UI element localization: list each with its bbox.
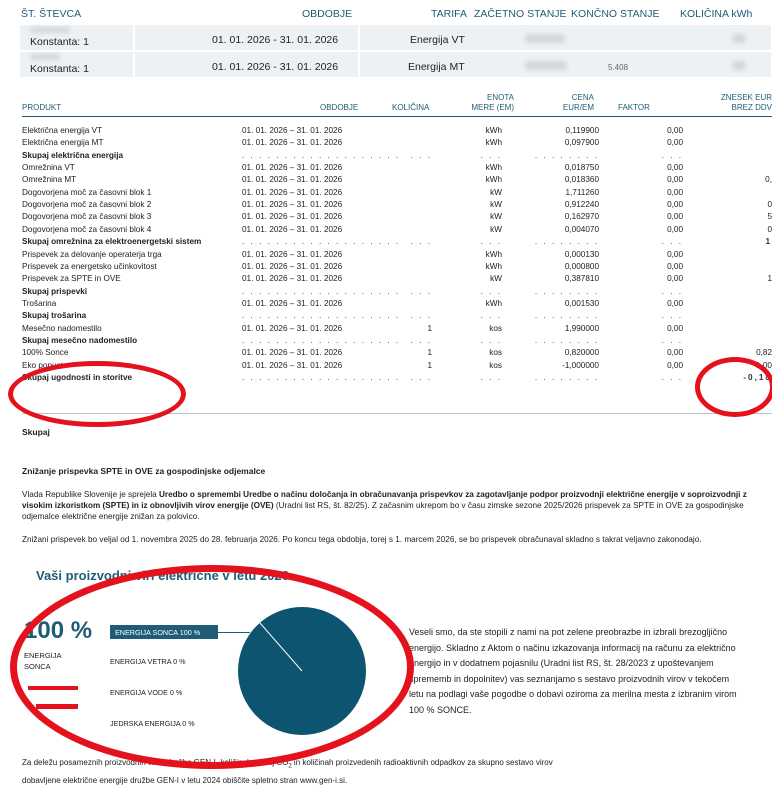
cell-enota: kos	[489, 323, 502, 333]
cell-cena: 0,097900	[564, 138, 599, 148]
cell-obdobje: 01. 01. 2026 – 31. 01. 2026	[242, 126, 343, 135]
cell-obdobje: 01. 01. 2026 – 31. 01. 2026	[242, 261, 343, 271]
cell-enota: kWh	[485, 175, 502, 185]
cell-cena: 0,000130	[564, 249, 599, 259]
cell-enota: kW	[490, 212, 502, 222]
legend-vode: ENERGIJA VODE 0 %	[110, 688, 183, 697]
col-faktor: FAKTOR	[618, 103, 650, 112]
cell-name: Eko popust	[22, 360, 63, 370]
table-row	[22, 249, 752, 261]
cell-obdobje: . . . . . . . . . . . . . . . . . . .	[242, 150, 401, 160]
cell-faktor: 0,00	[667, 126, 683, 135]
col-cena: CENA EUR/EM	[562, 93, 594, 112]
legend-vetra: ENERGIJA VETRA 0 %	[110, 657, 186, 666]
cell-enota: kos	[489, 348, 502, 358]
cell-enota: . . .	[480, 335, 502, 345]
cell-cena: 0,387810	[564, 274, 599, 284]
cell-cena: 0,119900	[565, 126, 599, 135]
cell-obdobje: 01. 01. 2026 – 31. 01. 2026	[242, 200, 343, 210]
cell-obdobje: 01. 01. 2026 – 31. 01. 2026	[242, 187, 343, 197]
cell-enota: . . .	[480, 373, 502, 382]
cell-faktor: 0,00	[667, 249, 683, 259]
cell-cena: 0,162970	[564, 212, 599, 222]
meter-obdobje: 01. 01. 2026 - 31. 01. 2026	[212, 34, 339, 46]
meter-koncno-stanje: 5.408	[608, 63, 629, 72]
cell-kol: . . .	[410, 286, 432, 296]
meter-header-koncno: KONČNO STANJE	[571, 8, 660, 20]
table-row	[22, 137, 752, 149]
meter-obdobje: 01. 01. 2026 - 31. 01. 2026	[212, 61, 339, 73]
cell-enota: kWh	[485, 298, 502, 308]
cell-enota: kWh	[485, 138, 502, 148]
cell-obdobje: 01. 01. 2026 – 31. 01. 2026	[242, 298, 343, 308]
cell-cena: . . . . . . . .	[534, 286, 599, 296]
cell-name: Omrežnina VT	[22, 163, 75, 173]
cell-name: Dogovorjena moč za časovni blok 2	[22, 200, 152, 210]
table-row	[22, 211, 772, 223]
cell-enota: kWh	[485, 249, 502, 259]
cell-name: Prispevek za delovanje operaterja trga	[22, 249, 162, 259]
cell-name: Prispevek za SPTE in OVE	[22, 274, 121, 284]
table-row	[22, 273, 772, 285]
cell-kol: . . .	[410, 237, 432, 247]
cell-enota: . . .	[480, 311, 502, 321]
sources-title: Vaši proizvodni viri električne v letu 2026	[36, 568, 289, 583]
meter-header-tarifa: TARIFA	[431, 8, 467, 20]
cell-name: Prispevek za energetsko učinkovitost	[22, 261, 157, 271]
notes-title: Znižanje prispevka SPTE in OVE za gospodinjske odjemalce	[22, 466, 266, 476]
cell-cena: 0,004070	[564, 224, 599, 234]
table-row	[22, 125, 752, 137]
cell-faktor: . . .	[661, 150, 683, 160]
cell-obdobje: 01. 01. 2026 – 31. 01. 2026	[242, 348, 343, 358]
cell-faktor: . . .	[661, 335, 683, 345]
cell-enota: kW	[490, 200, 502, 210]
cell-faktor: 0,00	[667, 163, 683, 173]
sun-percent-label: ENERGIJA SONCA	[24, 651, 62, 671]
cell-faktor: . . .	[661, 237, 683, 247]
cell-faktor: 0,00	[667, 323, 683, 333]
col-produkt: PRODUKT	[22, 103, 62, 112]
cell-name: Skupaj omrežnina za elektroenergetski sistem	[22, 237, 202, 247]
cell-cena: 1,711260	[565, 187, 599, 197]
cell-faktor: 0,00	[667, 360, 683, 370]
cell-faktor: 0,00	[667, 212, 683, 222]
cell-cena: 0,820000	[564, 348, 599, 358]
cell-name: Skupaj prispevki	[22, 286, 88, 296]
col-kolicina: KOLIČINA	[392, 103, 430, 112]
cell-enota: . . .	[480, 237, 502, 247]
cell-name: Dogovorjena moč za časovni blok 4	[22, 224, 152, 234]
cell-faktor: . . .	[661, 311, 683, 321]
red-highlight-amounts	[695, 357, 772, 417]
table-row	[22, 187, 752, 199]
table-row	[22, 150, 752, 162]
cell-name: Trošarina	[22, 298, 57, 308]
cell-enota: kWh	[485, 261, 502, 271]
cell-name: Omrežnina MT	[22, 175, 77, 185]
meter-tarifa: Energija MT	[408, 61, 465, 73]
cell-znesek: 1	[765, 237, 772, 247]
cell-cena: 0,001530	[564, 298, 599, 308]
table-row	[22, 236, 772, 248]
cell-znesek: -0,18	[743, 373, 772, 382]
cell-cena: 0,018360	[564, 175, 599, 185]
cell-obdobje: 01. 01. 2026 – 31. 01. 2026	[242, 212, 343, 222]
cell-cena: 1,990000	[564, 323, 599, 333]
meter-header-st-stevca: ŠT. ŠTEVCA	[21, 8, 82, 20]
cell-obdobje: . . . . . . . . . . . . . . . . . . .	[242, 286, 401, 296]
cell-kol: 1	[427, 348, 432, 358]
cell-obdobje: 01. 01. 2026 – 31. 01. 2026	[242, 224, 343, 234]
cell-obdobje: . . . . . . . . . . . . . . . . . . .	[242, 311, 401, 321]
table-row	[22, 286, 752, 298]
meter-row	[20, 25, 771, 50]
cell-name: Mesečno nadomestilo	[22, 323, 102, 333]
cell-kol: . . .	[410, 150, 432, 160]
cell-faktor: 0,00	[667, 200, 683, 210]
cell-enota: kos	[489, 360, 502, 370]
cell-obdobje: 01. 01. 2026 – 31. 01. 2026	[242, 274, 343, 284]
table-row	[22, 298, 752, 310]
cell-cena: . . . . . . . .	[534, 311, 599, 321]
cell-znesek: -1,00	[753, 360, 772, 370]
cell-faktor: 0,00	[667, 348, 683, 358]
table-row	[22, 162, 752, 174]
cell-cena: . . . . . . . .	[534, 373, 599, 382]
col-obdobje: OBDOBJE	[320, 103, 359, 112]
table-row	[22, 174, 772, 186]
cell-znesek: 0,82	[756, 348, 772, 358]
meter-tarifa: Energija VT	[410, 34, 465, 46]
cell-obdobje: . . . . . . . . . . . . . . . . . . .	[242, 373, 401, 382]
cell-name: Dogovorjena moč za časovni blok 3	[22, 212, 152, 222]
cell-obdobje: 01. 01. 2026 – 31. 01. 2026	[242, 138, 343, 148]
cell-znesek: 1	[767, 274, 772, 284]
cell-faktor: . . .	[661, 286, 683, 296]
cell-znesek: 0	[767, 200, 772, 210]
cell-znesek: 5	[767, 212, 772, 222]
cell-kol: . . .	[410, 373, 432, 382]
total-label: Skupaj	[22, 427, 50, 437]
table-row	[22, 347, 772, 359]
cell-obdobje: . . . . . . . . . . . . . . . . . . .	[242, 237, 401, 247]
cell-faktor: 0,00	[667, 175, 683, 185]
cell-name: Dogovorjena moč za časovni blok 1	[22, 187, 152, 197]
red-highlight-benefits	[8, 361, 186, 427]
meter-header-obdobje: OBDOBJE	[302, 8, 353, 20]
cell-obdobje: 01. 01. 2026 – 31. 01. 2026	[242, 323, 343, 333]
meter-konstanta: Konstanta: 1	[30, 36, 89, 48]
cell-name: Električna energija MT	[22, 138, 104, 148]
cell-faktor: 0,00	[667, 261, 683, 271]
cell-enota: kWh	[485, 126, 502, 135]
cell-obdobje: 01. 01. 2026 – 31. 01. 2026	[242, 175, 343, 185]
cell-faktor: 0,00	[667, 298, 683, 308]
cell-cena: -1,000000	[562, 360, 599, 370]
table-row	[22, 335, 752, 347]
cell-znesek: 0	[767, 224, 772, 234]
cell-cena: 0,000800	[564, 261, 599, 271]
notes-paragraph-1: Vlada Republike Slovenije je sprejela Uredbo o spremembi Uredbe o načinu določanja in obračunavanja prispevkov za zagotavljanje podpor proizvodnji električne energije v soproizvodnji z visokim izkoristkom (SPTE) in iz obnovljivih virov energije (OVE) (Uradni list RS, št. 82/25). Z začasnim ukrepom bo v času zimske sezone 2025/2026 prispevek za SPTE in OVE za gospodinjske odjemalce električne energije znižan za polovico.	[22, 490, 747, 521]
red-highlight-sources	[10, 565, 414, 769]
sources-description: Veseli smo, da ste stopili z nami na pot zelene preobrazbe in izbrali brezogljično energijo. Skladno z Aktom o načinu izkazovanja informacij na računu za električno energijo in v dodatnem pojasnilu (Uradni list RS, št. 28/2023 z upoštevanjem sprememb in dopolnitev) vas seznanjamo s sestavo proizvodnih virov v tekočem letu na podlagi vaše pogodbe o dobavi oziroma za merilna mesta z izbranim virom 100 % SONCE.	[409, 627, 737, 715]
meter-row	[20, 52, 771, 77]
cell-cena: . . . . . . . .	[534, 335, 599, 345]
cell-obdobje: 01. 01. 2026 – 31. 01. 2026	[242, 163, 343, 173]
cell-kol: . . .	[410, 311, 432, 321]
cell-name: Električna energija VT	[22, 126, 103, 135]
cell-enota: . . .	[480, 150, 502, 160]
cell-faktor: 0,00	[667, 187, 683, 197]
col-znesek: ZNESEK EUR BREZ DDV	[720, 93, 772, 112]
table-row	[22, 224, 772, 236]
cell-znesek: 0,	[765, 175, 772, 185]
col-enota: ENOTA MERE (EM)	[471, 93, 514, 112]
meter-header-kolicina: KOLIČINA kWh	[680, 8, 753, 20]
cell-faktor: 0,00	[667, 224, 683, 234]
cell-obdobje: . . . . . . . . . . . . . . . . . . .	[242, 335, 401, 345]
sun-percent: 100 %	[24, 617, 93, 644]
meter-konstanta: Konstanta: 1	[30, 63, 89, 75]
cell-obdobje: 01. 01. 2026 – 31. 01. 2026	[242, 249, 343, 259]
cell-kol: 1	[427, 360, 432, 370]
notes-paragraph-2: Znižani prispevek bo veljal od 1. novembra 2025 do 28. februarja 2026. Po koncu tega obdobja, torej s 1. marcem 2026, se bo prispevek obračunaval skladno s takrat veljavno zakonodajo.	[22, 535, 702, 544]
table-row	[22, 323, 752, 335]
cell-cena: 0,018750	[564, 163, 599, 173]
cell-faktor: 0,00	[667, 138, 683, 148]
cell-enota: kW	[490, 274, 502, 284]
table-row	[22, 310, 752, 322]
cell-enota: kW	[490, 187, 502, 197]
table-row	[22, 199, 772, 211]
legend-sonca: ENERGIJA SONCA 100 %	[115, 628, 201, 637]
cell-faktor: . . .	[661, 373, 683, 382]
cell-obdobje: 01. 01. 2026 – 31. 01. 2026	[242, 360, 343, 370]
cell-kol: . . .	[410, 335, 432, 345]
cell-name: Skupaj ugodnosti in storitve	[22, 373, 133, 382]
cell-name: Skupaj električna energija	[22, 150, 124, 160]
cell-name: Skupaj trošarina	[22, 311, 87, 321]
cell-cena: . . . . . . . .	[534, 150, 599, 160]
cell-faktor: 0,00	[667, 274, 683, 284]
cell-enota: kW	[490, 224, 502, 234]
cell-kol: 1	[427, 323, 432, 333]
cell-enota: kWh	[485, 163, 502, 173]
cell-cena: 0,912240	[564, 200, 599, 210]
meter-header-zacetno: ZAČETNO STANJE	[474, 8, 567, 20]
legend-jedrska: JEDRSKA ENERGIJA 0 %	[110, 719, 195, 728]
cell-enota: . . .	[480, 286, 502, 296]
cell-name: Skupaj mesečno nadomestilo	[22, 335, 138, 345]
cell-name: 100% Sonce	[22, 348, 69, 358]
cell-cena: . . . . . . . .	[534, 237, 599, 247]
sources-footer: Za deležu posameznih proizvodnih virov družbe GEN-I, količinah emisij $CO_2$ in količinah proizvedenih radioaktivnih odpadkov za skupno sestavo virov dobavljene električne energije družbe GEN-I v letu 2024 obiščite spletno stran www.gen-i.si.	[22, 758, 553, 785]
table-row	[22, 261, 752, 273]
